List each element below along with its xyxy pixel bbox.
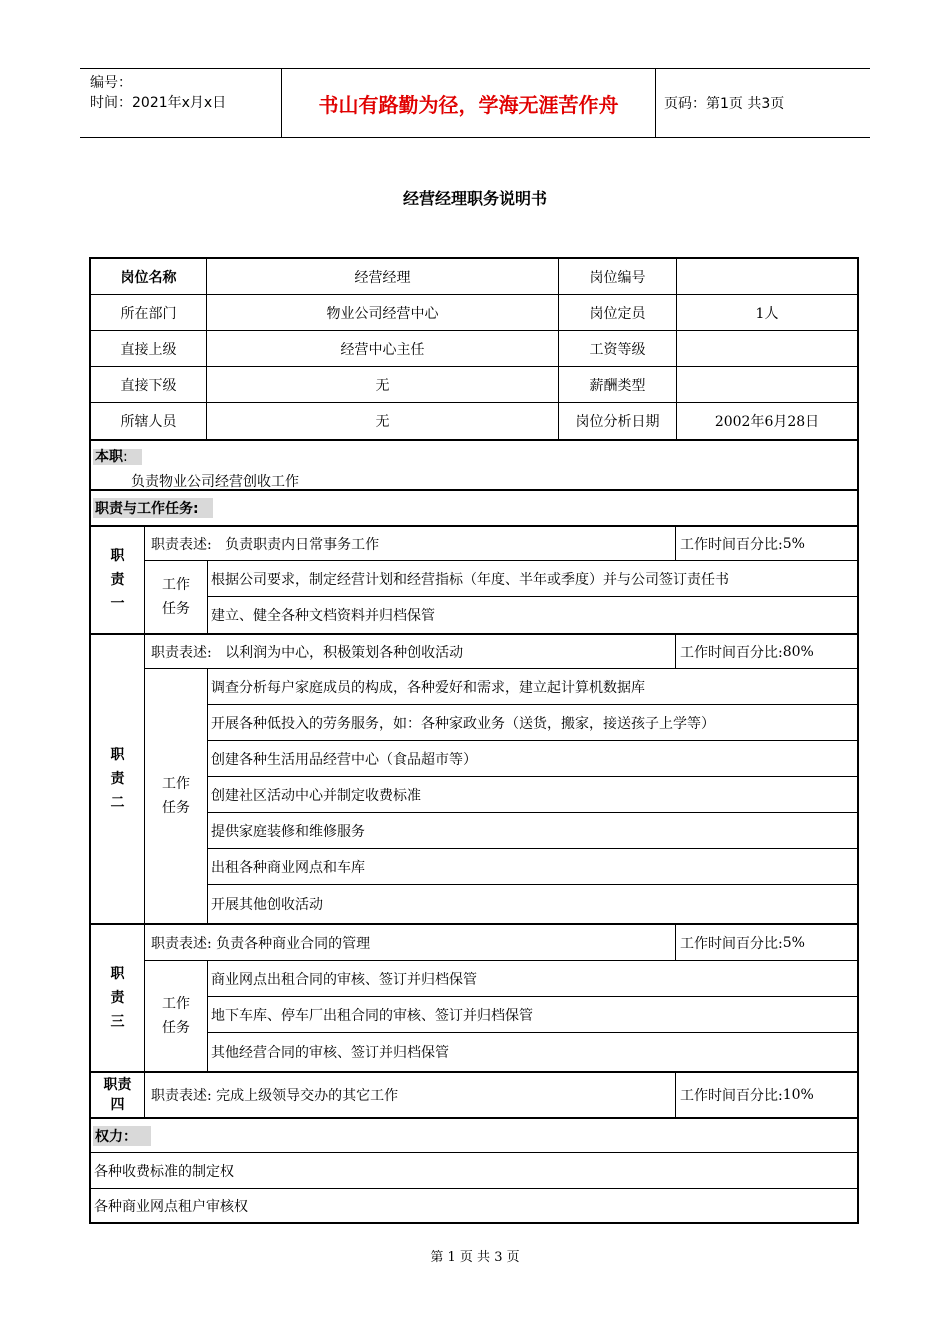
time-label: 时间：2021年x月x日 bbox=[90, 95, 227, 111]
header-meta bbox=[90, 73, 280, 113]
job-description-form bbox=[89, 257, 859, 1224]
authority-item: 各种收费标准的制定权 bbox=[91, 1153, 857, 1189]
duty-4-percent: 工作时间百分比: 10% bbox=[676, 1071, 857, 1117]
duty-3-percent: 工作时间百分比: 5% bbox=[676, 923, 857, 961]
job-code-value bbox=[677, 259, 857, 295]
duty-4-desc: 职责表述: 完成上级领导交办的其它工作 bbox=[145, 1071, 676, 1117]
document-header bbox=[80, 68, 870, 138]
duty-2-name: 职 责 二 bbox=[91, 633, 145, 923]
page-title: 经营经理职务说明书 bbox=[402, 189, 547, 208]
page-info: 页码：第1页 共3页 bbox=[664, 96, 785, 112]
slogan: 书山有路勤为径，学海无涯苦作舟 bbox=[281, 69, 656, 137]
authority-item: 各种商业网点租户审核权 bbox=[94, 1198, 248, 1215]
duty-2-task-label: 工作 任务 bbox=[145, 669, 208, 923]
duty-2-task: 创建各种生活用品经营中心（食品超市等） bbox=[208, 741, 857, 777]
subordinate-label: 直接下级 bbox=[91, 367, 207, 403]
department-value: 物业公司经营中心 bbox=[207, 295, 559, 331]
pay-grade-value bbox=[677, 331, 857, 367]
duty-2-task: 调查分析每户家庭成员的构成，各种爱好和需求，建立起计算机数据库 bbox=[208, 669, 857, 705]
duty-3-desc: 职责表述: 负责各种商业合同的管理 bbox=[145, 923, 676, 961]
duty-2-task: 提供家庭装修和维修服务 bbox=[208, 813, 857, 849]
superior-value: 经营中心主任 bbox=[207, 331, 559, 367]
duty-3-task: 其他经营合同的审核、签订并归档保管 bbox=[211, 1045, 449, 1061]
headcount-value: 1人 bbox=[677, 295, 857, 331]
duties-heading-row bbox=[91, 489, 857, 525]
page-footer: 第 1 页 共 3 页 bbox=[430, 1250, 520, 1265]
job-code-label: 岗位编号 bbox=[559, 259, 677, 295]
core-label: 本职: bbox=[93, 449, 142, 465]
analysis-date-value: 2002年6月28日 bbox=[714, 414, 820, 430]
authority-heading: 权力： bbox=[93, 1126, 151, 1146]
duty-1-task-label: 工作 任务 bbox=[145, 561, 208, 633]
duty-2-task: 开展各种低投入的劳务服务，如：各种家政业务（送货，搬家，接送孩子上学等） bbox=[208, 705, 857, 741]
duty-2-task: 开展其他创收活动 bbox=[211, 897, 323, 913]
duty-3-name: 职 责 三 bbox=[91, 923, 145, 1071]
duty-2-percent: 工作时间百分比: 80% bbox=[676, 633, 857, 669]
number-label: 编号： bbox=[90, 75, 132, 91]
subordinate-value: 无 bbox=[207, 367, 559, 403]
duty-3-task: 地下车库、停车厂出租合同的审核、签订并归档保管 bbox=[208, 997, 857, 1033]
duty-1-task: 建立、健全各种文档资料并归档保管 bbox=[211, 608, 435, 624]
staff-value: 无 bbox=[207, 403, 559, 439]
pay-type-label: 薪酬类型 bbox=[559, 367, 677, 403]
job-name-label: 岗位名称 bbox=[91, 259, 207, 295]
duty-3-task: 商业网点出租合同的审核、签订并归档保管 bbox=[208, 961, 857, 997]
duty-1-percent: 工作时间百分比: 5% bbox=[676, 525, 857, 561]
superior-label: 直接上级 bbox=[91, 331, 207, 367]
job-name-value: 经营经理 bbox=[207, 259, 559, 295]
duty-1-desc: 职责表述: 负责职责内日常事务工作 bbox=[145, 525, 676, 561]
core-text: 负责物业公司经营创收工作 bbox=[131, 474, 299, 490]
analysis-date-label: 岗位分析日期 bbox=[559, 403, 677, 439]
duty-2-task: 出租各种商业网点和车库 bbox=[208, 849, 857, 885]
duty-2-desc: 职责表述: 以利润为中心，积极策划各种创收活动 bbox=[145, 633, 676, 669]
duty-2-task: 创建社区活动中心并制定收费标准 bbox=[208, 777, 857, 813]
core-section bbox=[91, 439, 857, 491]
duties-heading: 职责与工作任务: bbox=[93, 498, 213, 518]
headcount-label: 岗位定员 bbox=[559, 295, 677, 331]
duty-3-task-label: 工作 任务 bbox=[145, 961, 208, 1071]
pay-grade-label: 工资等级 bbox=[559, 331, 677, 367]
authority-heading-row bbox=[91, 1117, 857, 1153]
duty-4-name: 职责 四 bbox=[91, 1071, 145, 1117]
duty-1-task: 根据公司要求，制定经营计划和经营指标（年度、半年或季度）并与公司签订责任书 bbox=[208, 561, 857, 597]
staff-label: 所辖人员 bbox=[91, 403, 207, 439]
duty-1-name: 职 责 一 bbox=[91, 525, 145, 633]
department-label: 所在部门 bbox=[91, 295, 207, 331]
pay-type-value bbox=[677, 367, 857, 403]
